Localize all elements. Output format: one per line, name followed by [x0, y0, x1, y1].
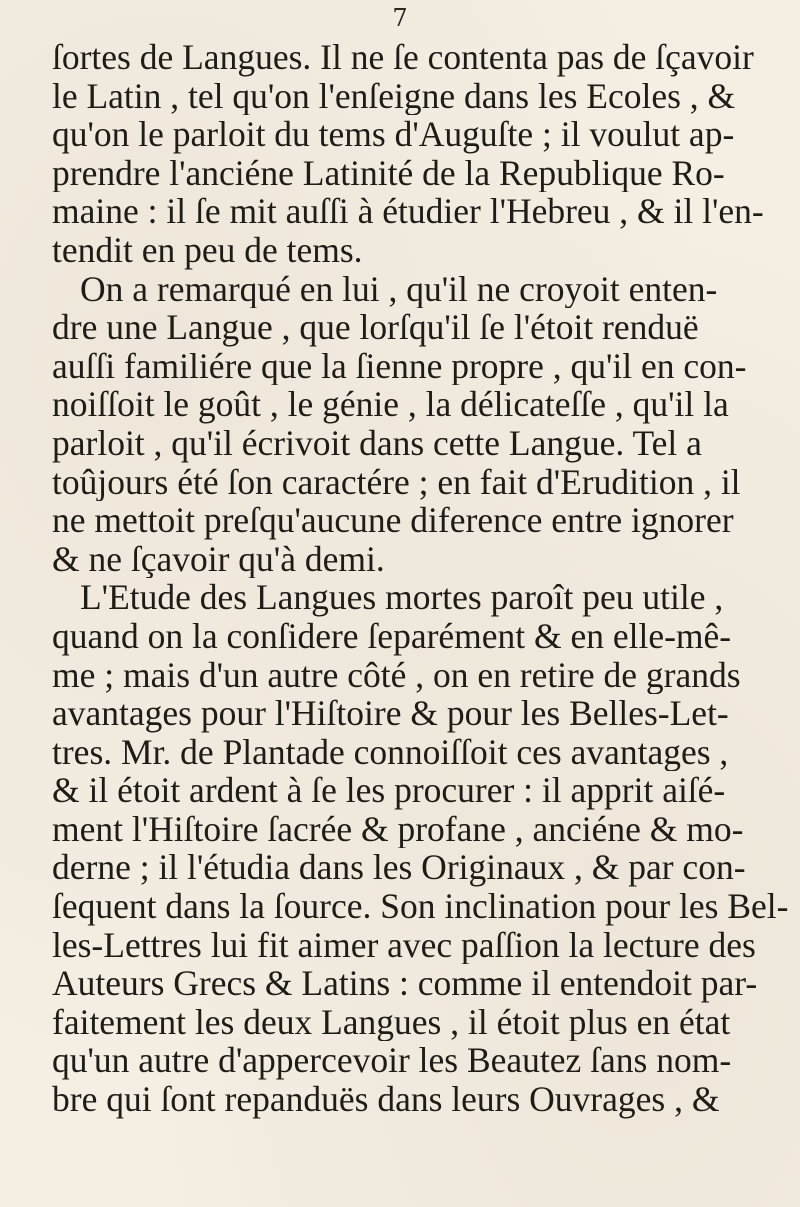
- text-line: prendre l'anciéne Latinité de la Republique Ro-: [52, 153, 725, 193]
- text-line: qu'on le parloit du tems d'Auguſte ; il voulut ap-: [52, 115, 735, 154]
- text-line: L'Etude des Langues mortes paroît peu utile ,: [80, 578, 724, 617]
- text-line: ment l'Hiſtoire ſacrée & profane , anciéne & mo-: [52, 809, 744, 849]
- text-line: ſequent dans la ſource. Son inclination pour les Bel-: [52, 887, 789, 926]
- text-line: & il étoit ardent à ſe les procurer : il apprit aiſé-: [52, 771, 726, 810]
- text-line: parloit , qu'il écrivoit dans cette Langue. Tel a: [52, 423, 702, 463]
- text-line: tendit en peu de tems.: [52, 230, 363, 270]
- text-line: auſſi familiére que la ſienne propre , qu'il en con-: [52, 346, 747, 386]
- text-line: qu'un autre d'appercevoir les Beautez ſans nom-: [52, 1041, 732, 1081]
- body-text: [52, 38, 792, 1119]
- text-line: le Latin , tel qu'on l'enſeigne dans les Ecoles , &: [52, 76, 736, 116]
- text-line: ſortes de Langues. Il ne ſe contenta pas de ſçavoir: [52, 38, 754, 77]
- text-line: noiſſoit le goût , le génie , la délicateſſe , qu'il la: [52, 385, 729, 424]
- text-line: ne mettoit preſqu'aucune diference entre ignorer: [52, 501, 734, 540]
- text-line: me ; mais d'un autre côté , on en retire de grands: [52, 655, 741, 695]
- text-line: maine : il ſe mit auſſi à étudier l'Hebreu , & il l'en-: [52, 192, 764, 231]
- text-line: toûjours été ſon caractére ; en fait d'Erudition , il: [52, 462, 741, 502]
- text-line: faitement les deux Langues , il étoit plus en état: [52, 1002, 731, 1042]
- page-number: 7: [392, 4, 408, 32]
- text-line: On a remarqué en lui , qu'il ne croyoit enten-: [80, 269, 718, 309]
- text-line: dre une Langue , que lorſqu'il ſe l'étoit renduë: [52, 308, 699, 347]
- text-line: les-Lettres lui fit aimer avec paſſion la lecture des: [52, 925, 756, 965]
- text-line: & ne ſçavoir qu'à demi.: [52, 539, 385, 579]
- text-line: bre qui ſont repanduës dans leurs Ouvrages , &: [52, 1080, 720, 1119]
- text-line: Auteurs Grecs & Latins : comme il entendoit par-: [52, 964, 758, 1003]
- text-line: tres. Mr. de Plantade connoiſſoit ces avantages ,: [52, 732, 729, 772]
- text-line: derne ; il l'étudia dans les Originaux , & par con-: [52, 848, 746, 888]
- text-line: avantages pour l'Hiſtoire & pour les Belles-Let-: [52, 694, 729, 733]
- text-line: quand on la conſidere ſeparément & en elle-mê-: [52, 616, 732, 656]
